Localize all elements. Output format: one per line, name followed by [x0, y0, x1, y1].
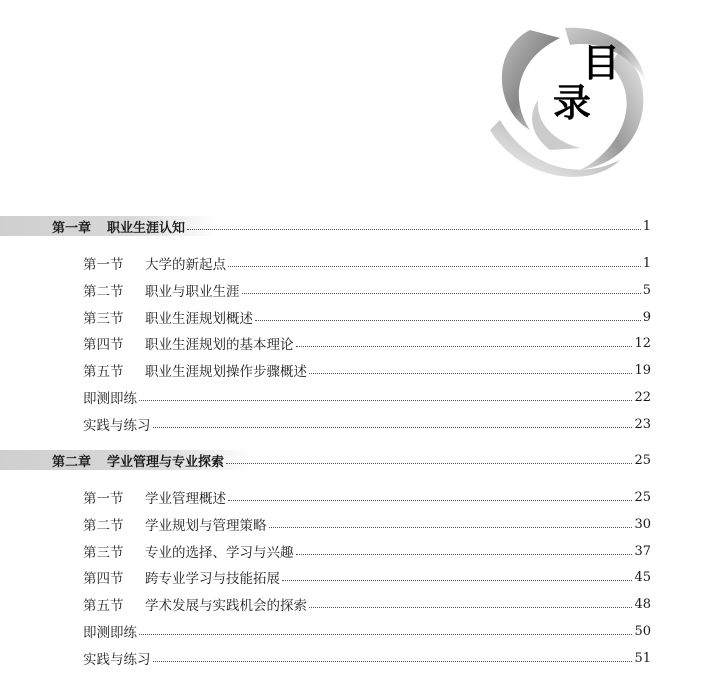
toc-section-row[interactable] — [0, 360, 708, 380]
section-number: 第二节 — [83, 284, 124, 300]
toc-section-row[interactable] — [0, 333, 708, 353]
section-number: 第四节 — [83, 571, 124, 587]
page-number: 1 — [642, 255, 651, 271]
dot-leader — [269, 527, 633, 528]
title-char-lu: 录 — [553, 81, 592, 125]
section-title: 学业管理概述 — [145, 491, 226, 507]
page-number: 51 — [634, 650, 651, 666]
section-title: 学术发展与实践机会的探索 — [145, 598, 307, 614]
section-title: 即测即练 — [83, 391, 137, 407]
toc-section-row[interactable] — [0, 487, 708, 507]
chapter-number: 第一章 — [52, 220, 92, 236]
dot-leader — [139, 634, 632, 635]
chapter-title: 职业生涯认知 — [107, 220, 186, 236]
section-number: 第二节 — [83, 518, 124, 534]
section-title: 跨专业学习与技能拓展 — [145, 571, 280, 587]
toc-section-row[interactable] — [0, 621, 708, 641]
page-number: 25 — [634, 489, 651, 505]
toc-section-row[interactable] — [0, 594, 708, 614]
dot-leader — [309, 373, 632, 374]
section-title: 职业生涯规划操作步骤概述 — [145, 364, 307, 380]
toc-section-row[interactable] — [0, 387, 708, 407]
dot-leader — [242, 293, 641, 294]
dot-leader — [153, 661, 633, 662]
title-char-mu: 目 — [582, 41, 621, 85]
page-number: 1 — [642, 218, 651, 234]
section-title: 职业生涯规划概述 — [145, 311, 253, 327]
section-title: 大学的新起点 — [145, 257, 226, 273]
toc-section-row[interactable] — [0, 280, 708, 300]
page-number: 25 — [634, 452, 651, 468]
page-number: 30 — [634, 516, 651, 532]
dot-leader — [296, 554, 633, 555]
section-title: 实践与练习 — [83, 652, 151, 668]
dot-leader — [153, 427, 633, 428]
dot-leader — [296, 346, 633, 347]
page-number: 22 — [634, 389, 651, 405]
section-number: 第四节 — [83, 337, 124, 353]
section-number: 第三节 — [83, 545, 124, 561]
toc-section-row[interactable] — [0, 514, 708, 534]
dot-leader — [309, 607, 632, 608]
section-number: 第一节 — [83, 491, 124, 507]
dot-leader — [282, 580, 632, 581]
section-title: 实践与练习 — [83, 418, 151, 434]
section-title: 职业与职业生涯 — [145, 284, 240, 300]
toc-section-row[interactable] — [0, 307, 708, 327]
dot-leader — [139, 400, 632, 401]
dot-leader — [228, 266, 641, 267]
page-number: 48 — [634, 596, 651, 612]
page-number: 9 — [642, 309, 651, 325]
toc-chapter-row[interactable] — [0, 450, 708, 470]
chapter-title: 学业管理与专业探索 — [107, 454, 225, 470]
toc-section-row[interactable] — [0, 648, 708, 668]
section-title: 专业的选择、学习与兴趣 — [145, 545, 294, 561]
dot-leader — [255, 320, 641, 321]
page-number: 23 — [634, 416, 651, 432]
page-number: 50 — [634, 623, 651, 639]
page-number: 5 — [642, 282, 651, 298]
dot-leader — [228, 500, 632, 501]
page-number: 12 — [634, 335, 651, 351]
page-number: 19 — [634, 362, 651, 378]
toc-section-row[interactable] — [0, 567, 708, 587]
page-number: 45 — [634, 569, 651, 585]
toc-chapter-row[interactable] — [0, 216, 708, 236]
toc-section-row[interactable] — [0, 414, 708, 434]
toc-section-row[interactable] — [0, 253, 708, 273]
section-number: 第一节 — [83, 257, 124, 273]
page-number: 37 — [634, 543, 651, 559]
dot-leader — [187, 229, 641, 230]
toc-section-row[interactable] — [0, 541, 708, 561]
chapter-label — [0, 450, 254, 470]
chapter-label — [0, 216, 215, 236]
section-title: 学业规划与管理策略 — [145, 518, 267, 534]
section-title: 职业生涯规划的基本理论 — [145, 337, 294, 353]
section-number: 第五节 — [83, 598, 124, 614]
section-number: 第三节 — [83, 311, 124, 327]
section-number: 第五节 — [83, 364, 124, 380]
section-title: 即测即练 — [83, 625, 137, 641]
dot-leader — [226, 463, 632, 464]
chapter-number: 第二章 — [52, 454, 92, 470]
